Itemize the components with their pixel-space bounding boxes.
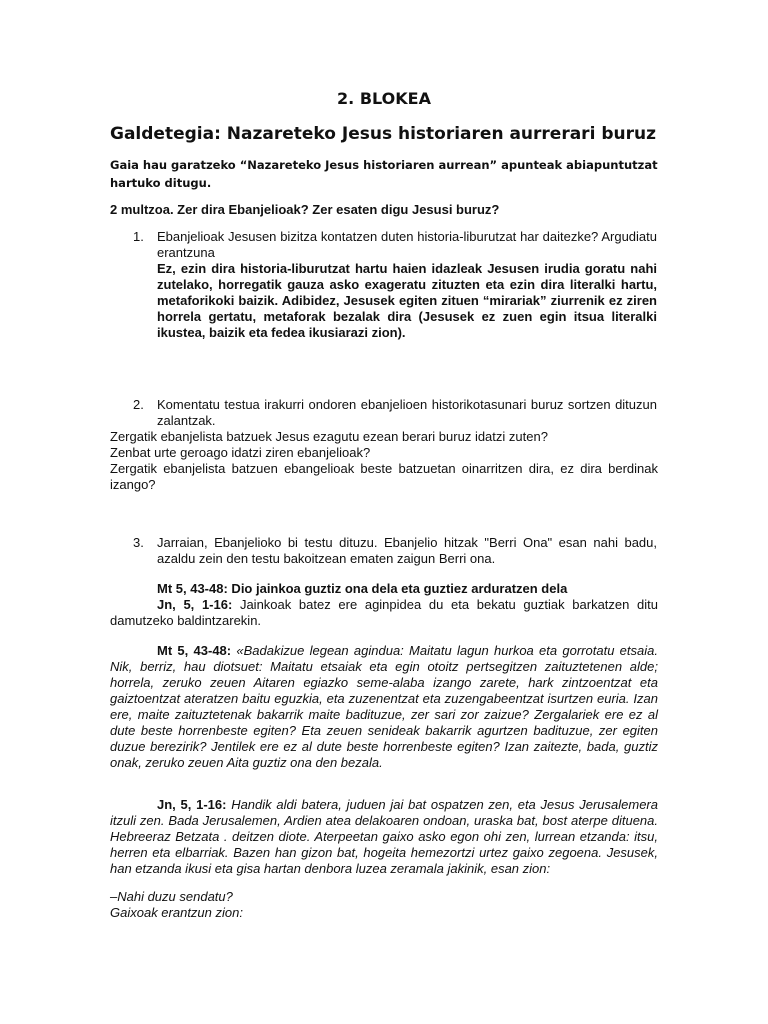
jn-passage [110,797,658,877]
q3-question: Jarraian, Ebanjelioko bi testu dituzu. Ebanjelio hitzak "Berri Ona" esan nahi badu, azaldu zein den testu bakoitzean ematen zaigun Berri ona. [157,535,657,566]
q2-number: 2. [133,397,144,412]
q3-answer-jn [110,597,658,629]
intro-paragraph: Gaia hau garatzeko “Nazareteko Jesus historiaren aurrean” apunteak abiapuntutzat hartuko ditugu. [110,158,658,190]
q2-doubt: Zergatik ebanjelista batzuen ebangelioak beste batzuetan oinarritzen dira, ez dira berdinak izango? [110,461,658,492]
q2-doubt: Zergatik ebanjelista batzuek Jesus ezagutu ezean berari buruz idatzi zuten? [110,429,548,444]
jn-answer-text: Jainkoak batez ere aginpidea du eta bekatu guztiak barkatzen ditu damutzeko baldintzarekin. [110,597,658,628]
q2-doubt: Zenbat urte geroago idatzi ziren ebanjelioak? [110,445,371,460]
block-title: 2. BLOKEA [337,89,431,108]
q1-question: Ebanjelioak Jesusen bizitza kontatzen duten historia-liburutzat har daitezke? Argudiatu erantzuna [157,229,657,260]
q1-answer: Ez, ezin dira historia-liburutzat hartu haien idazleak Jesusen irudia goratu nahi zutelako, horregatik gauza asko exageratu zituzten eta ezin dira literalki hartu, metaforikoki baizik. Adibidez, Jesusek egiten zituen “mirariak” ziurrenik ez ziren horrela gertatu, metaforak bezalak dira (Jesusek ez zuen egin itsua literalki ikustea, baizik eta fedea ikusiarazi zion). [157,261,657,340]
mt-passage-text: «Badakizue legean agindua: Maitatu lagun hurkoa eta gorrotatu etsaia. Nik, berriz, hau diotsuet: Maitatu etsaiak eta egin otoitz pertsegitzen zaituztetenen alde; horrela, zeruko zeuen Aitaren egiazko seme-alaba izango zarete, hark zintzoentzat eta gaiztoentzat ateratzen baitu eguzkia, eta zuzenentzat eta zuzengabeentzat isurtzen euria. Izan ere, maite zaituztetenak bakarrik maite badituzue, zer sari zor zaizue? Zergalariek ere ez al dute beste horrenbeste egiten? Eta zeuen senideak bakarrik agurtzen badituzue, zer egiten duzue berezirik? Jentilek ere ez al dute beste horrenbeste egiten? Izan zaitezte, bada, guztiz onak, zeruko zeuen Aita guztiz ona den bezala. [110,643,658,770]
jn-passage-text: Handik aldi batera, juduen jai bat ospatzen zen, eta Jesus Jerusalemera itzuli zen. Bada Jerusalemen, Ardien atea delakoaren ondoan, uraska bat, bost aterpe dituena. Hebreeraz Betzata . deitzen diote. Aterpeetan gaixo asko egon ohi zen, lurrean etzanda: itsu, herren eta elbarriak. Bazen han gizon bat, hogeita hemezortzi urtez gaixo zegoena. Jesusek, han etzanda ikusi eta gisa hartan denbora luzea zeramala jakinik, esan zion: [110,797,658,876]
q3-answer-mt [157,581,657,597]
jn-passage-line: –Nahi duzu sendatu? [110,889,233,904]
main-title: Galdetegia: Nazareteko Jesus historiaren aurrerari buruz [110,124,656,144]
mt-passage [110,643,658,771]
q3-number: 3. [133,535,144,550]
jn-passage-line: Gaixoak erantzun zion: [110,905,243,920]
group-title: 2 multzoa. Zer dira Ebanjelioak? Zer esaten digu Jesusi buruz? [110,202,500,217]
q2-question: Komentatu testua irakurri ondoren ebanjelioen historikotasunari buruz sortzen dituzun zalantzak. [157,397,657,428]
mt-answer-text: Dio jainkoa guztiz ona dela eta guztiez arduratzen dela [227,581,568,596]
mt-passage-reference: Mt 5, 43-48: [157,643,232,658]
jn-passage-reference: Jn, 5, 1-16: [157,797,227,812]
q1-number: 1. [133,229,144,244]
jn-reference: Jn, 5, 1-16: [157,597,233,612]
mt-reference: Mt 5, 43-48: [157,581,228,596]
